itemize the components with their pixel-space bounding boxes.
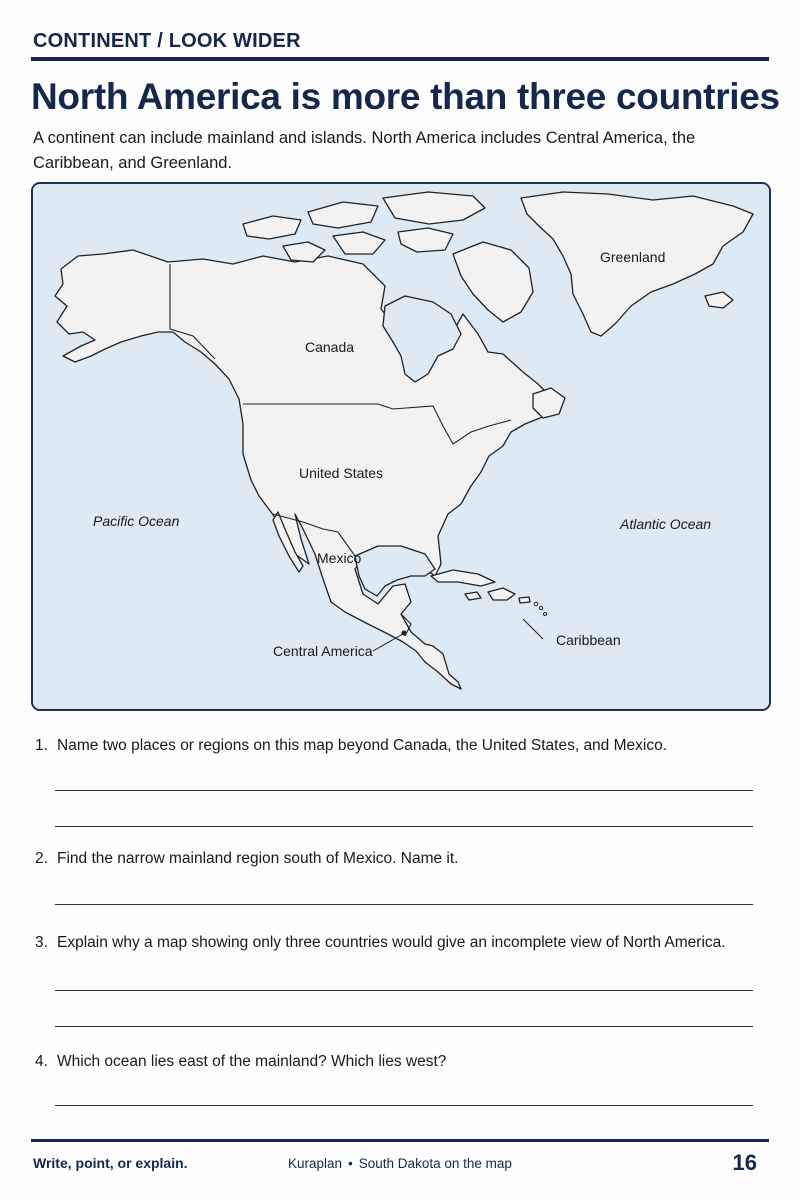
answer-line[interactable] [55, 1105, 753, 1106]
intro-text: A continent can include mainland and islands. North America includes Central America, the Caribbean, and Greenland. [33, 129, 696, 172]
label-atlantic-ocean: Atlantic Ocean [620, 516, 712, 532]
answer-line[interactable] [55, 990, 753, 991]
question-text: Name two places or regions on this map beyond Canada, the United States, and Mexico. [57, 737, 668, 754]
question-text: Which ocean lies east of the mainland? Which lies west? [57, 1053, 447, 1070]
question-text: Find the narrow mainland region south of Mexico. Name it. [57, 850, 459, 867]
north-america-map [31, 182, 771, 711]
answer-line[interactable] [55, 904, 753, 905]
question-number: 1. [35, 737, 48, 754]
label-canada: Canada [305, 339, 355, 355]
island-dot [534, 602, 538, 606]
section-eyebrow: CONTINENT / LOOK WIDER [33, 30, 301, 52]
footer-brand: Kuraplan [288, 1156, 343, 1171]
map-svg [33, 184, 769, 709]
page-number: 16 [732, 1150, 757, 1175]
question-number: 3. [35, 934, 48, 951]
label-mexico: Mexico [317, 550, 362, 566]
footer-instruction: Write, point, or explain. [33, 1155, 188, 1171]
question-text: Explain why a map showing only three countries would give an incomplete view of North America. [57, 934, 726, 951]
question-number: 4. [35, 1053, 48, 1070]
footer-source [288, 1156, 512, 1171]
label-central-america: Central America [273, 643, 373, 659]
footer-subtitle: South Dakota on the map [358, 1156, 512, 1171]
answer-line[interactable] [55, 790, 753, 791]
island-dot [544, 613, 547, 616]
question-number: 2. [35, 850, 48, 867]
central-america-marker [402, 631, 407, 636]
puerto-rico [519, 597, 530, 603]
label-pacific-ocean: Pacific Ocean [93, 513, 180, 529]
label-greenland: Greenland [600, 249, 666, 265]
footer-rule [31, 1139, 769, 1142]
question-1 [35, 737, 765, 755]
header-rule [31, 57, 769, 61]
footer-separator: • [348, 1156, 353, 1171]
answer-line[interactable] [55, 1026, 753, 1027]
page-title: North America is more than three countries [31, 76, 780, 117]
island-dot [539, 606, 542, 609]
question-4 [35, 1053, 765, 1071]
question-2 [35, 850, 765, 868]
label-united-states: United States [299, 465, 384, 481]
label-caribbean: Caribbean [556, 632, 621, 648]
question-3 [35, 934, 765, 952]
answer-line[interactable] [55, 826, 753, 827]
